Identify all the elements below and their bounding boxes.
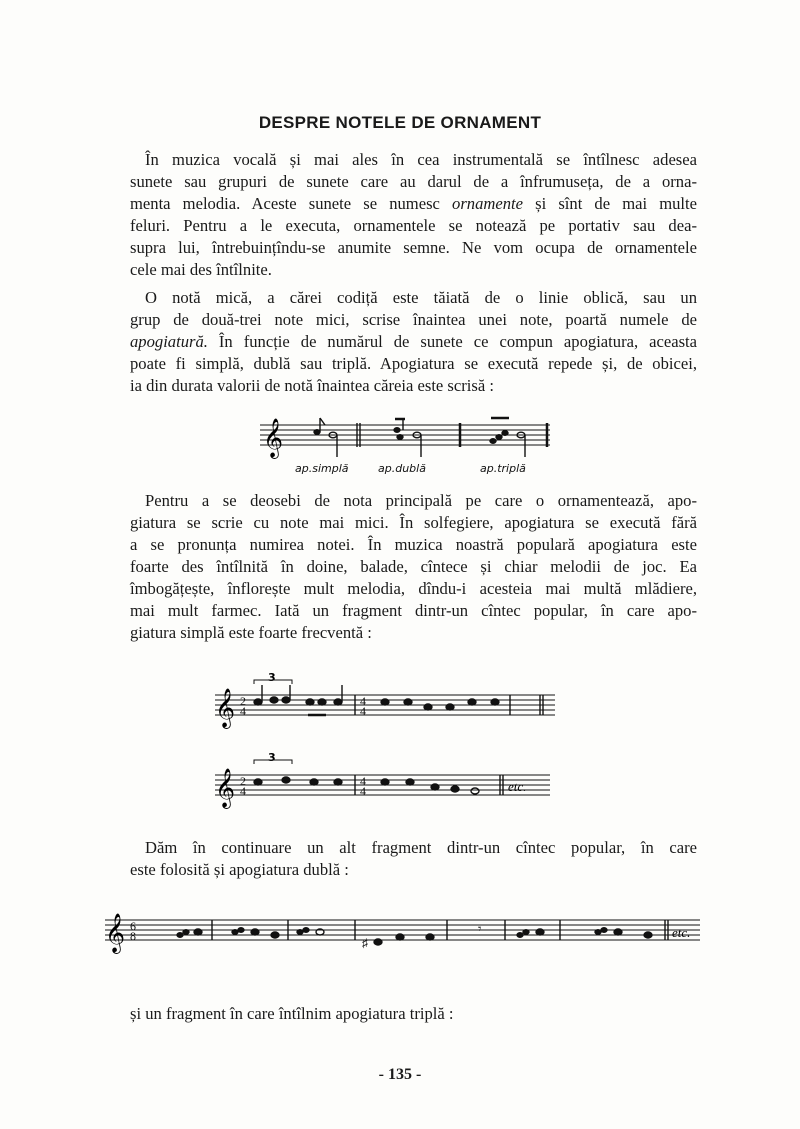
text-line [130, 193, 697, 215]
label-ap-simpla: ap.simplă [295, 462, 349, 475]
page-title: DESPRE NOTELE DE ORNAMENT [258, 113, 542, 132]
svg-text:2: 2 [240, 694, 246, 708]
svg-text:6: 6 [130, 919, 136, 933]
music-example-double-appoggiatura [100, 895, 710, 975]
svg-text:4: 4 [360, 694, 366, 708]
svg-text:2: 2 [240, 774, 246, 788]
text-line: poate fi simplă, dublă sau triplă. Apogiatura se execută repede și, de obicei, [130, 354, 697, 373]
tuplet-number: 3 [268, 751, 276, 764]
treble-clef-icon: 𝄞 [215, 768, 236, 808]
text-line: Dăm în continuare un alt fragment dintr-un cîntec popular, în care [145, 838, 697, 857]
svg-text:4: 4 [240, 784, 246, 798]
term-ornamente: ornamente [452, 194, 524, 213]
svg-text:8: 8 [130, 929, 136, 943]
text-line: sunete sau grupuri de sunete care au darul de a înfrumuseța, de a orna- [130, 172, 697, 191]
text-line: giatura se scrie cu note mai mici. În solfegiere, apogiatura se execută fără [130, 513, 697, 532]
svg-text:𝄾: 𝄾 [478, 921, 482, 936]
treble-clef-icon: 𝄞 [215, 688, 236, 728]
music-example-apogiatura-types [255, 405, 565, 480]
text-line: ia din durata valorii de notă înaintea căreia este scrisă : [130, 376, 494, 395]
text-segment: și sînt de mai multe [523, 194, 698, 213]
treble-clef-icon: 𝄞 [263, 418, 284, 458]
text-line: supra lui, întrebuințîndu-se anumite semne. Ne vom ocupa de ornamentele [130, 238, 697, 257]
svg-text:4: 4 [240, 704, 246, 718]
svg-text:4: 4 [360, 704, 366, 718]
label-ap-tripla: ap.triplă [480, 462, 526, 475]
text-line: a se pronunța numirea notei. În muzica noastră populară apogiatura este [130, 535, 697, 554]
text-line: grup de două-trei note mici, scrise înaintea unei note, poartă numele de [130, 310, 697, 329]
text-segment: În funcție de numărul de sunete ce compun apogiatura, aceasta [207, 332, 697, 351]
text-line: îmbogățește, înflorește mult melodia, dîndu-i acesteia mai multă mlădiere, [130, 579, 697, 598]
notes [314, 418, 547, 457]
treble-clef-icon: 𝄞 [105, 913, 126, 953]
text-line: giatura simplă este foarte frecventă : [130, 623, 372, 642]
music-example-folk-song [210, 670, 610, 820]
text-line: foarte des întîlnită în doine, balade, cîntece și chiar melodii de joc. Ea [130, 557, 697, 576]
tuplet-number: 3 [268, 671, 276, 684]
text-line: Pentru a se deosebi de nota principală pe care o ornamentează, apo- [145, 491, 697, 510]
svg-text:4: 4 [360, 774, 366, 788]
text-line: cele mai des întîlnite. [130, 260, 272, 279]
text-line: O notă mică, a cărei codiță este tăiată de o linie oblică, sau un [145, 288, 697, 307]
paragraph-apogiatura-dubla [130, 837, 697, 881]
svg-text:4: 4 [360, 784, 366, 798]
label-ap-dubla: ap.dublă [378, 462, 426, 475]
paragraph-intro [130, 149, 697, 281]
text-line: și un fragment în care întîlnim apogiatura triplă : [130, 1004, 454, 1023]
etc-label: etc. [672, 925, 691, 940]
page-number: - 135 - [378, 1066, 422, 1083]
text-line: mai mult farmec. Iată un fragment dintr-un cîntec popular, în care apo- [130, 601, 697, 620]
text-line [130, 331, 697, 353]
text-line: În muzica vocală și mai ales în cea instrumentală se întîlnesc adesea [145, 150, 697, 169]
paragraph-apogiatura [130, 287, 697, 397]
text-line: este folosită și apogiatura dublă : [130, 860, 349, 879]
text-segment: menta melodia. Aceste sunete se numesc [130, 194, 453, 213]
paragraph-solfegiere [130, 490, 697, 644]
etc-label: etc. [508, 779, 527, 794]
paragraph-apogiatura-tripla [130, 1003, 697, 1025]
svg-text:♯: ♯ [362, 936, 368, 950]
term-apogiatura: apogiatură. [130, 332, 208, 351]
text-line: feluri. Pentru a le executa, ornamentele se notează pe portativ sau dea- [130, 216, 697, 235]
